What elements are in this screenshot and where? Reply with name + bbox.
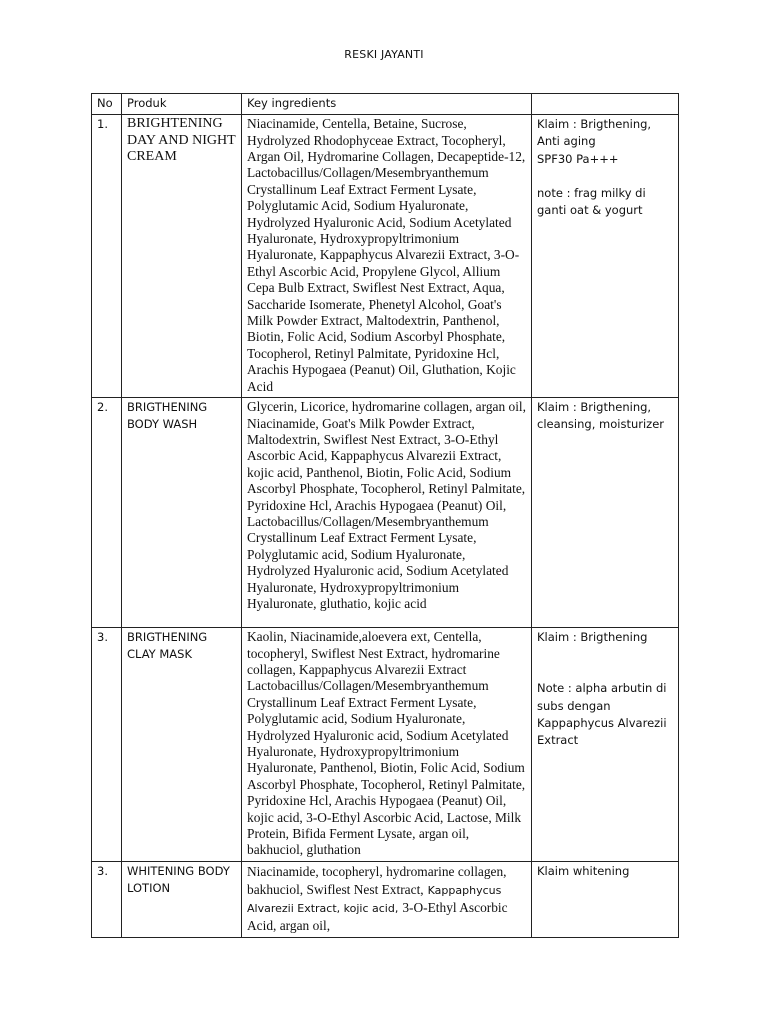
header-ingredients: Key ingredients	[242, 94, 532, 115]
table-row	[92, 861, 679, 937]
ingredients-cell: Glycerin, Licorice, hydromarine collagen, argan oil, Niacinamide, Goat's Milk Powder Extract, Maltodextrin, Swiflest Nest Extract, 3-O-Ethyl Ascorbic Acid, Kappaphycus Alvarezii Extract, kojic acid, Panthenol, Biotin, Folic Acid, Sodium Ascorbyl Phosphate, Tocopherol, Retinyl Palmitate, Pyridoxine Hcl, Arachis Hypogaea (Peanut) Oil, Lactobacillus/Collagen/Mesembryanthemum Crystallinum Leaf Extract Ferment Lysate, Polyglutamic acid, Sodium Hyaluronate, Hydrolyzed Hyaluronic acid, Sodium Acetylated Hyaluronate, Hydroxypropyltrimonium Hyaluronate, gluthatio, kojic acid	[242, 398, 532, 628]
claim-cell	[532, 115, 679, 398]
product-name: BRIGTHENING CLAY MASK	[122, 628, 242, 862]
row-number: 2.	[92, 398, 122, 628]
claim-cell	[532, 861, 679, 937]
ingredients-cell: Niacinamide, Centella, Betaine, Sucrose, Hydrolyzed Rhodophyceae Extract, Tocopheryl, Argan Oil, Hydromarine Collagen, Decapeptide-12, Lactobacillus/Collagen/Mesembryanthemum Crystallinum Leaf Extract Ferment Lysate, Polyglutamic Acid, Sodium Hyaluronate, Hydrolyzed Hyaluronic Acid, Sodium Acetylated Hyaluronate, Hydroxypropyltrimonium Hyaluronate, Kappaphycus Alvarezii Extract, 3-O-Ethyl Ascorbic Acid, Propylene Glycol, Allium Cepa Bulb Extract, Swiflest Nest Extract, Aqua, Saccharide Isomerate, Phenetyl Alcohol, Goat's Milk Powder Extract, Maltodextrin, Panthenol, Biotin, Folic Acid, Sodium Ascorbyl Phosphate, Tocopherol, Retinyl Palmitate, Pyridoxine Hcl, Arachis Hypogaea (Peanut) Oil, Gluthation, Kojic Acid	[242, 115, 532, 398]
row-number: 3.	[92, 628, 122, 862]
header-no: No	[92, 94, 122, 115]
table-row	[92, 398, 679, 628]
claim-cell	[532, 628, 679, 862]
note-text: Note : alpha arbutin di subs dengan Kappaphycus Alvarezii Extract	[537, 681, 667, 747]
row-number: 1.	[92, 115, 122, 398]
table-row	[92, 628, 679, 862]
product-name: WHITENING BODY LOTION	[122, 861, 242, 937]
claim-text: Klaim : Brigthening	[537, 630, 648, 645]
header-product: Produk	[122, 94, 242, 115]
claim-text: Klaim : Brigthening, cleansing, moisturizer	[537, 400, 664, 432]
header-claim	[532, 94, 679, 115]
ingredients-cell: Kaolin, Niacinamide,aloevera ext, Centella, tocopheryl, Swiflest Nest Extract, hydromarine collagen, Kappaphycus Alvarezii Extract Lactobacillus/Collagen/Mesembryanthemum Crystallinum Leaf Extract Ferment Lysate, Polyglutamic acid, Sodium Hyaluronate, Hydrolyzed Hyaluronic acid, Sodium Acetylated Hyaluronate, Hydroxypropyltrimonium Hyaluronate, Panthenol, Biotin, Folic Acid, Sodium Ascorbyl Phosphate, Tocopherol, Retinyl Palmitate, Pyridoxine Hcl, Arachis Hypogaea (Peanut) Oil, kojic acid, 3-O-Ethyl Ascorbic Acid, Lactose, Milk Protein, Bifida Ferment Lysate, argan oil, bakhuciol, gluthation	[242, 628, 532, 862]
product-name: BRIGHTENING DAY AND NIGHT CREAM	[122, 115, 242, 398]
note-text: note : frag milky di ganti oat & yogurt	[537, 185, 646, 218]
claim-text: Klaim : Brigthening, Anti aging	[537, 117, 652, 149]
ingredients-part: Kappaphycus Alvarezii Extract, kojic acid,	[247, 883, 502, 915]
claim-text: Klaim whitening	[537, 863, 630, 878]
document-title: RESKI JAYANTI	[344, 48, 424, 61]
ingredients-cell	[242, 861, 532, 937]
table-header-row	[92, 94, 679, 115]
claim-cell	[532, 398, 679, 628]
row-number: 3.	[92, 861, 122, 937]
product-name: BRIGTHENING BODY WASH	[122, 398, 242, 628]
ingredients-part: 3-O-Ethyl Ascorbic Acid, argan oil,	[247, 900, 508, 934]
ingredients-part: Niacinamide, tocopheryl, hydromarine collagen, bakhuciol, Swiflest Nest Extract,	[247, 863, 507, 897]
ingredients-table	[91, 93, 679, 938]
spf-text: SPF30 Pa+++	[537, 151, 619, 166]
table-row	[92, 115, 679, 398]
